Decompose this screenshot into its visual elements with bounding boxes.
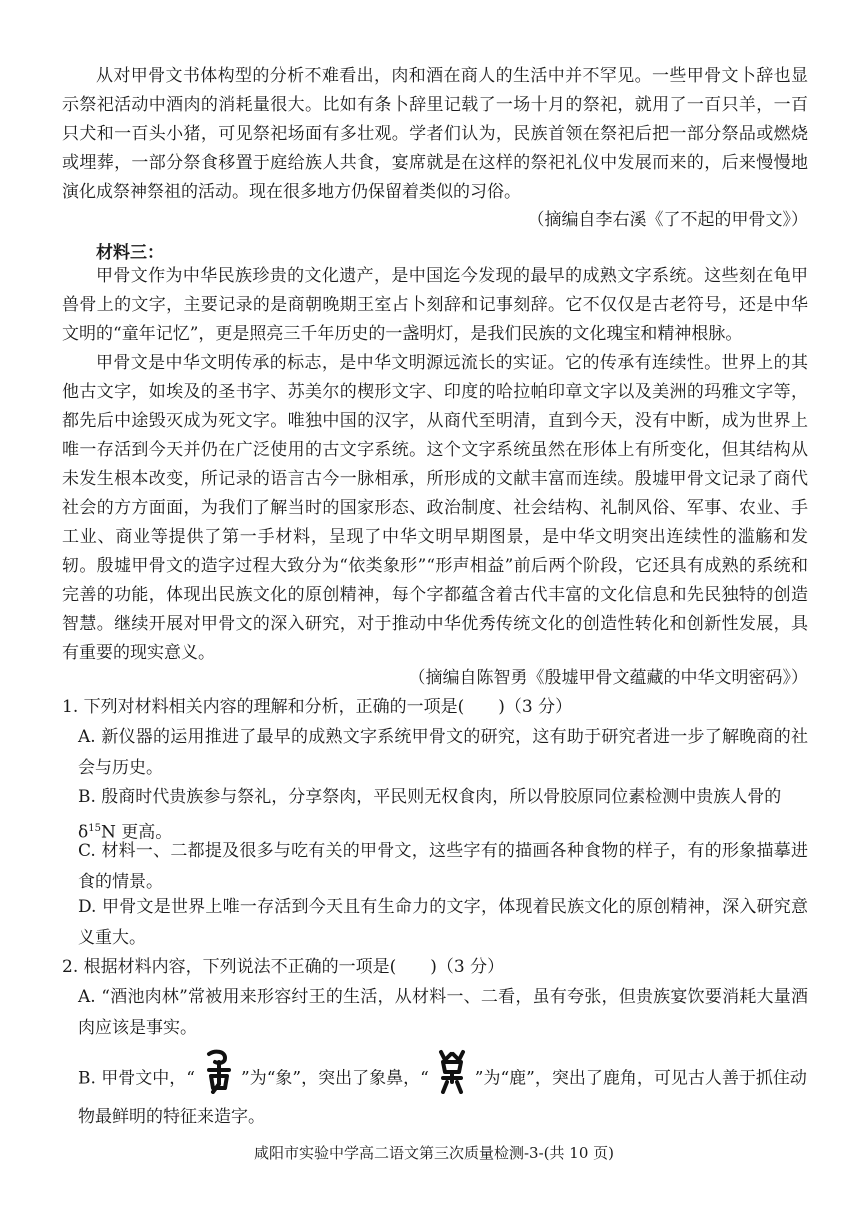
delta-symbol: δ: [78, 822, 89, 843]
question1-option-a: A. 新仪器的运用推进了最早的成熟文字系统甲骨文的研究，这有助于研究者进一步了解晚商的社会与历史。: [78, 727, 808, 778]
material2-source: （摘编自李右溪《了不起的甲骨文》）: [527, 210, 808, 230]
question1-option-c: C. 材料一、二都提及很多与吃有关的甲骨文，这些字有的描画各种食物的样子，有的形象描摹进食的情景。: [78, 841, 808, 892]
question1-stem: 1. 下列对材料相关内容的理解和分析，正确的一项是( )（3 分）: [62, 697, 573, 717]
question1-option-b-tail: N 更高。: [100, 822, 173, 843]
question2-option-b: [78, 1048, 808, 1110]
question1-option-b-text: B. 殷商时代贵族参与祭礼，分享祭肉，平民则无权食肉，所以骨胶原同位素检测中贵族人骨的: [78, 787, 782, 807]
option-b-text-1: B. 甲骨文中，“: [78, 1068, 195, 1089]
oracle-bone-deer-glyph-icon: [435, 1048, 469, 1110]
question2-option-a: A. “酒池肉林”常被用来形容纣王的生活，从材料一、二看，虽有夸张，但贵族宴饮要消耗大量酒肉应该是事实。: [78, 987, 808, 1038]
material3-heading: 材料三：: [96, 243, 164, 263]
option-b-text-2: ”为“象”，突出了象鼻，“: [241, 1068, 429, 1089]
isotope-superscript: 15: [88, 823, 101, 834]
material3-paragraph-1: 甲骨文作为中华民族珍贵的文化遗产，是中国迄今发现的最早的成熟文字系统。这些刻在龟甲兽骨上的文字，主要记录的是商朝晚期王室占卜刻辞和记事刻辞。它不仅仅是古老符号，还是中华文明的“童年记忆”，更是照亮三千年历史的一盏明灯，是我们民族的文化瑰宝和精神根脉。: [62, 266, 808, 344]
question2-stem: 2. 根据材料内容，下列说法不正确的一项是( )（3 分）: [62, 957, 505, 977]
material2-paragraph: 从对甲骨文书体构型的分析不难看出，肉和酒在商人的生活中并不罕见。一些甲骨文卜辞也显示祭祀活动中酒肉的消耗量很大。比如有条卜辞里记载了一场十月的祭祀，就用了一百只羊，一百只犬和一百头小猪，可见祭祀场面有多壮观。学者们认为，民族首领在祭祀后把一部分祭品或燃烧或埋葬，一部分祭食移置于庭给族人共食，宴席就是在这样的祭祀礼仪中发展而来的，后来慢慢地演化成祭神祭祖的活动。现在很多地方仍保留着类似的习俗。: [62, 66, 808, 202]
option-b-text-3: ”为“鹿”，突出了鹿角，可见古人善于抓住动: [474, 1068, 807, 1089]
oracle-bone-elephant-glyph-icon: [201, 1048, 235, 1110]
question2-option-b-continued: 物最鲜明的特征来造字。: [78, 1107, 265, 1127]
material3-source: （摘编自陈智勇《殷墟甲骨文蕴藏的中华文明密码》）: [408, 668, 808, 688]
page-footer: 咸阳市实验中学高二语文第三次质量检测-3-(共 10 页): [253, 1144, 614, 1162]
material3-paragraph-2: 甲骨文是中华文明传承的标志，是中华文明源远流长的实证。它的传承有连续性。世界上的其他古文字，如埃及的圣书字、苏美尔的楔形文字、印度的哈拉帕印章文字以及美洲的玛雅文字等，都先后中途毁灭成为死文字。唯独中国的汉字，从商代至明清，直到今天，没有中断，成为世界上唯一存活到今天并仍在广泛使用的古文字系统。这个文字系统虽然在形体上有所变化，但其结构从未发生根本改变，所记录的语言古今一脉相承，所形成的文献丰富而连续。殷墟甲骨文记录了商代社会的方方面面，为我们了解当时的国家形态、政治制度、社会结构、礼制风俗、军事、农业、手工业、商业等提供了第一手材料，呈现了中华文明早期图景，是中华文明突出连续性的滥觞和发轫。殷墟甲骨文的造字过程大致分为“依类象形”“形声相益”前后两个阶段，它还具有成熟的系统和完善的功能，体现出民族文化的原创精神，每个字都蕴含着古代丰富的文化信息和先民独特的创造智慧。继续开展对甲骨文的深入研究，对于推动中华优秀传统文化的创造性转化和创新性发展，具有重要的现实意义。: [62, 353, 808, 663]
question1-option-d: D. 甲骨文是世界上唯一存活到今天且有生命力的文字，体现着民族文化的原创精神，深入研究意义重大。: [78, 897, 808, 948]
